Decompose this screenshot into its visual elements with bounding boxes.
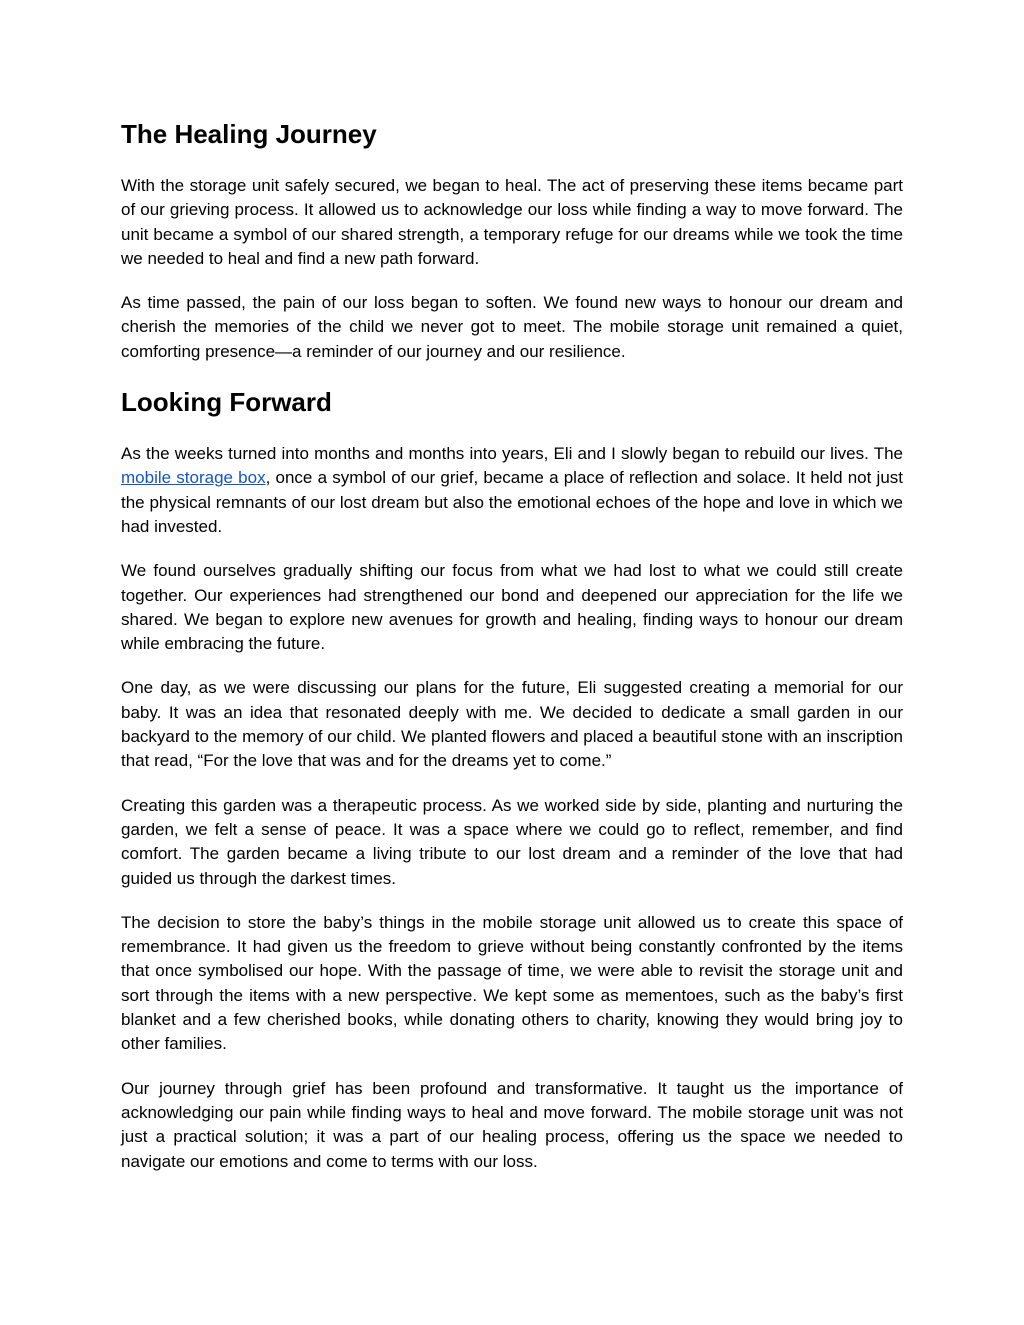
paragraph-text: As the weeks turned into months and months into years, Eli and I slowly began to rebuild our lives. The (121, 444, 903, 464)
paragraph: As time passed, the pain of our loss began to soften. We found new ways to honour our dream and cherish the memories of the child we never got to meet. The mobile storage unit remained a quiet, comforting presence—a reminder of our journey and our resilience. (121, 293, 903, 361)
paragraph-text: , once a symbol of our grief, became a place of reflection and solace. It held not just the physical remnants of our lost dream but also the emotional echoes of the hope and love in which we had invested. (121, 468, 904, 536)
paragraph: With the storage unit safely secured, we began to heal. The act of preserving these items became part of our grieving process. It allowed us to acknowledge our loss while finding a way to move forward. The unit became a symbol of our shared strength, a temporary refuge for our dreams while we took the time we needed to heal and find a new path forward. (121, 176, 903, 268)
section-heading-looking-forward: Looking Forward (121, 387, 332, 418)
paragraph: Creating this garden was a therapeutic process. As we worked side by side, planting and nurturing the garden, we felt a sense of peace. It was a space where we could go to reflect, remember, and find comfort. The garden became a living tribute to our lost dream and a reminder of the love that had guided us through the darkest times. (121, 795, 903, 888)
paragraph: The decision to store the baby’s things in the mobile storage unit allowed us to create this space of remembrance. It had given us the freedom to grieve without being constantly confronted by the items that once symbolised our hope. With the passage of time, we were able to revisit the storage unit and sort through the items with a new perspective. We kept some as mementoes, such as the baby’s first blanket and a few cherished books, while donating others to charity, knowing they would bring joy to other families. (121, 912, 903, 1054)
mobile-storage-box-link[interactable]: mobile storage box (121, 468, 266, 488)
paragraph-with-link (121, 442, 903, 539)
paragraph: One day, as we were discussing our plans for the future, Eli suggested creating a memorial for our baby. It was an idea that resonated deeply with me. We decided to dedicate a small garden in our backyard to the memory of our child. We planted flowers and placed a beautiful stone with an inscription that read, “For the love that was and for the dreams yet to come.” (121, 678, 903, 771)
paragraph: We found ourselves gradually shifting our focus from what we had lost to what we could still create together. Our experiences had strengthened our bond and deepened our appreciation for the life we shared. We began to explore new avenues for growth and healing, finding ways to honour our dream while embracing the future. (121, 561, 903, 654)
paragraph: Our journey through grief has been profound and transformative. It taught us the importance of acknowledging our pain while finding ways to heal and move forward. The mobile storage unit was not just a practical solution; it was a part of our healing process, offering us the space we needed to navigate our emotions and come to terms with our loss. (121, 1078, 903, 1171)
section-heading-healing-journey: The Healing Journey (121, 119, 377, 149)
